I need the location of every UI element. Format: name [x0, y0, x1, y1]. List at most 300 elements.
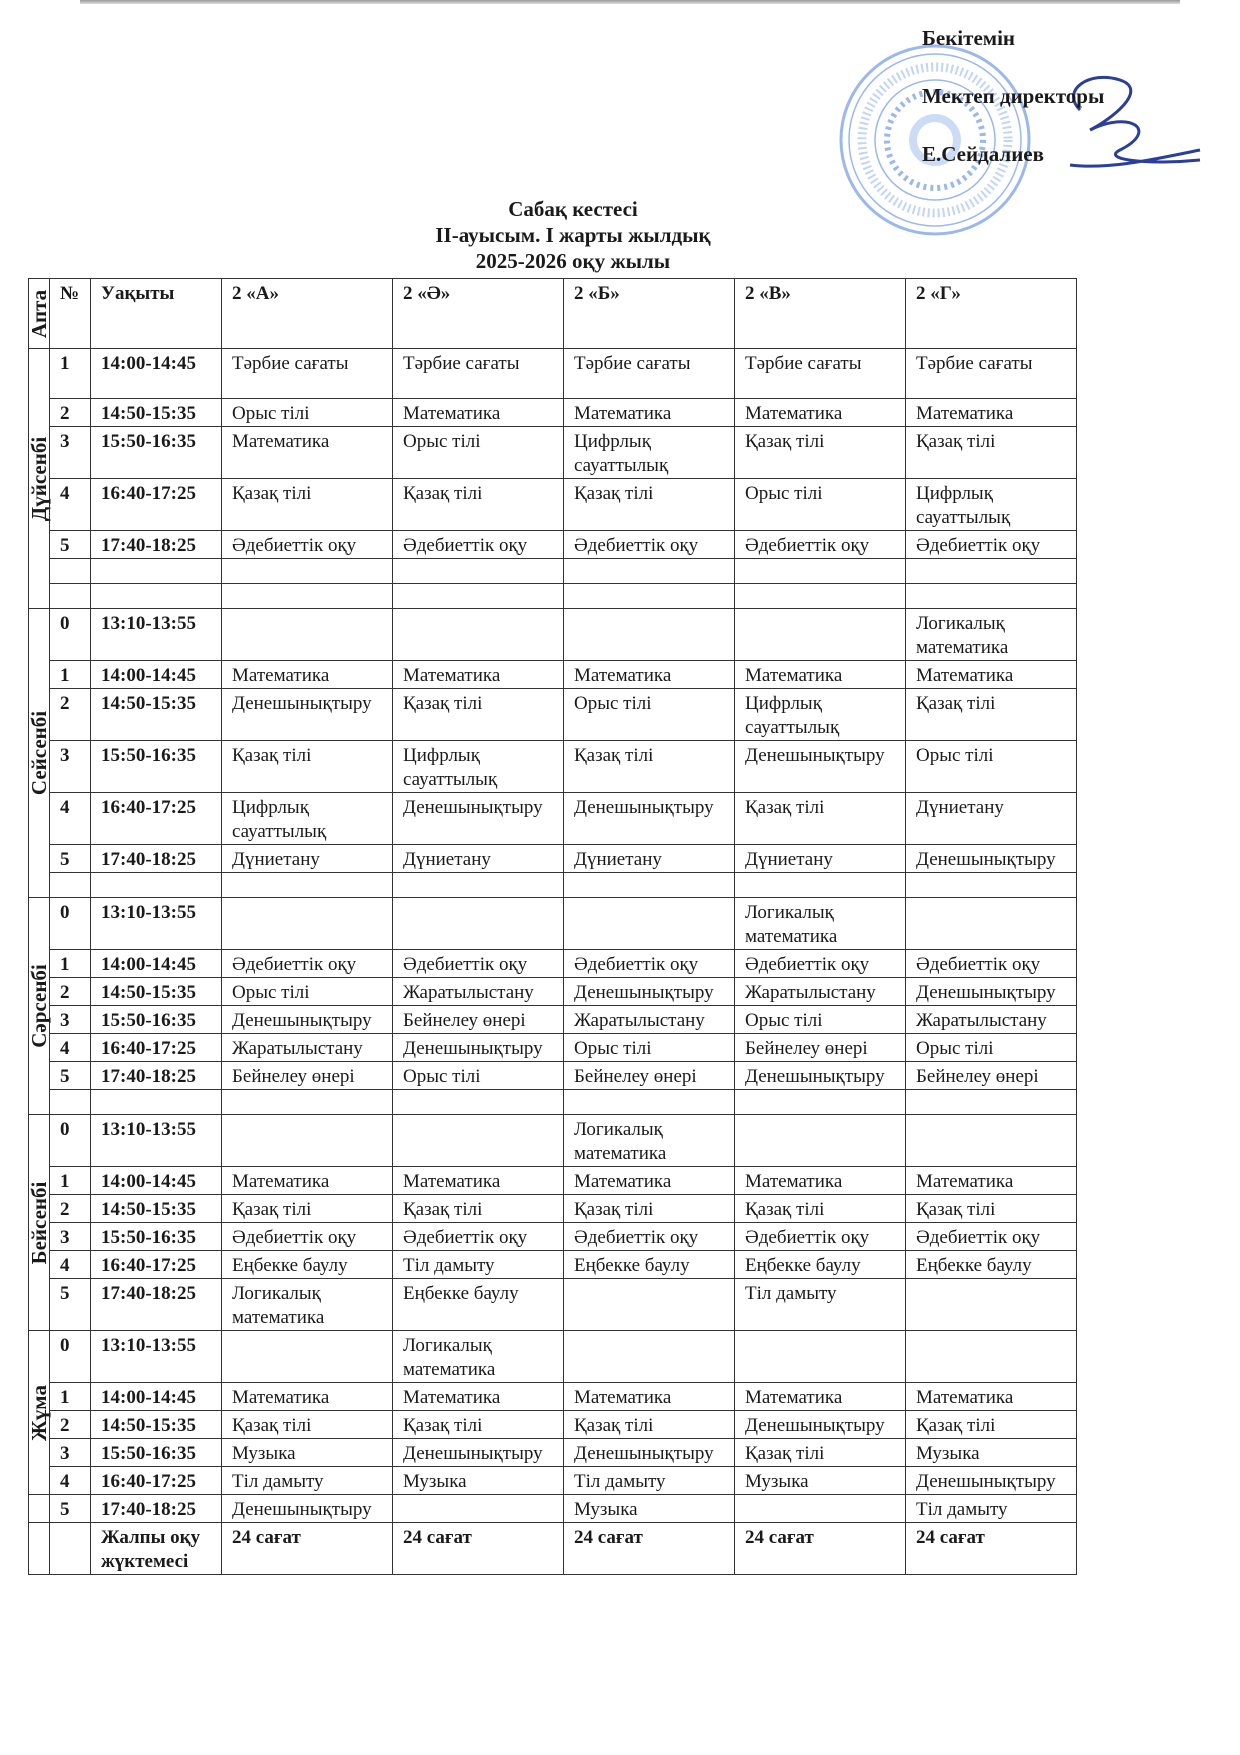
- subject-cell: Математика: [906, 1167, 1077, 1195]
- subject-cell: Бейнелеу өнері: [564, 1062, 735, 1090]
- subject-cell: Қазақ тілі: [222, 741, 393, 793]
- day-name: Жұма: [27, 1384, 51, 1441]
- table-row: [29, 1034, 1077, 1062]
- subject-cell: Денешынықтыру: [393, 1034, 564, 1062]
- lesson-number: 2: [50, 1411, 91, 1439]
- totals-empty: [50, 1523, 91, 1575]
- subject-cell: [393, 1495, 564, 1523]
- lesson-number: 3: [50, 1223, 91, 1251]
- lesson-number: 2: [50, 978, 91, 1006]
- subject-cell: [564, 873, 735, 898]
- table-row: [29, 609, 1077, 661]
- subject-cell: Бейнелеу өнері: [393, 1006, 564, 1034]
- subject-cell: [564, 898, 735, 950]
- subject-cell: Қазақ тілі: [393, 479, 564, 531]
- subject-cell: Әдебиеттік оқу: [564, 1223, 735, 1251]
- table-row: [29, 978, 1077, 1006]
- subject-cell: Орыс тілі: [393, 427, 564, 479]
- table-row: [29, 741, 1077, 793]
- lesson-time: 14:00-14:45: [91, 661, 222, 689]
- lesson-time: 16:40-17:25: [91, 1034, 222, 1062]
- subject-cell: Әдебиеттік оқу: [222, 531, 393, 559]
- schedule-table: [28, 278, 1077, 1575]
- subject-cell: Еңбекке баулу: [393, 1279, 564, 1331]
- subject-cell: [222, 873, 393, 898]
- subject-cell: Музыка: [393, 1467, 564, 1495]
- subject-cell: Орыс тілі: [222, 978, 393, 1006]
- lesson-time: 13:10-13:55: [91, 609, 222, 661]
- lesson-time: 14:50-15:35: [91, 978, 222, 1006]
- subject-cell: [564, 1090, 735, 1115]
- subject-cell: [393, 1090, 564, 1115]
- lesson-time: 15:50-16:35: [91, 427, 222, 479]
- subject-cell: [735, 609, 906, 661]
- header-col: 2 «Ә»: [393, 279, 564, 349]
- subject-cell: Жаратылыстану: [735, 978, 906, 1006]
- subject-cell: Еңбекке баулу: [735, 1251, 906, 1279]
- header-col: 2 «Г»: [906, 279, 1077, 349]
- subject-cell: Әдебиеттік оқу: [735, 950, 906, 978]
- table-row: [29, 349, 1077, 399]
- subject-cell: Логикалық математика: [222, 1279, 393, 1331]
- subject-cell: [564, 584, 735, 609]
- subject-cell: Математика: [564, 1383, 735, 1411]
- lesson-time: 15:50-16:35: [91, 1439, 222, 1467]
- subject-cell: Денешынықтыру: [222, 689, 393, 741]
- subject-cell: Әдебиеттік оқу: [564, 531, 735, 559]
- subject-cell: Әдебиеттік оқу: [906, 1223, 1077, 1251]
- subject-cell: Логикалық математика: [735, 898, 906, 950]
- day-cell: [29, 1495, 50, 1523]
- lesson-number: 4: [50, 1034, 91, 1062]
- day-name: Сейсенбі: [27, 710, 51, 796]
- subject-cell: Цифрлық сауаттылық: [735, 689, 906, 741]
- lesson-time: 17:40-18:25: [91, 1279, 222, 1331]
- totals-empty: [29, 1523, 50, 1575]
- subject-cell: Математика: [393, 1167, 564, 1195]
- lesson-number: 0: [50, 609, 91, 661]
- subject-cell: Әдебиеттік оқу: [564, 950, 735, 978]
- subject-cell: Музыка: [564, 1495, 735, 1523]
- table-row: [29, 1090, 1077, 1115]
- lesson-number: 0: [50, 898, 91, 950]
- lesson-time: 14:50-15:35: [91, 1195, 222, 1223]
- school-seal-stamp: [835, 40, 1035, 240]
- subject-cell: Қазақ тілі: [393, 689, 564, 741]
- day-cell: [29, 1115, 50, 1331]
- lesson-time: 14:00-14:45: [91, 1167, 222, 1195]
- lesson-time: 15:50-16:35: [91, 741, 222, 793]
- lesson-number: 4: [50, 1251, 91, 1279]
- lesson-time: 14:00-14:45: [91, 950, 222, 978]
- subject-cell: [564, 559, 735, 584]
- subject-cell: Логикалық математика: [906, 609, 1077, 661]
- subject-cell: [906, 559, 1077, 584]
- lesson-time: 14:50-15:35: [91, 399, 222, 427]
- lesson-number: 2: [50, 399, 91, 427]
- table-row: [29, 689, 1077, 741]
- title-line-3: 2025-2026 оқу жылы: [475, 249, 671, 273]
- subject-cell: Қазақ тілі: [906, 427, 1077, 479]
- subject-cell: Математика: [564, 661, 735, 689]
- subject-cell: Жаратылыстану: [393, 978, 564, 1006]
- lesson-time: [91, 873, 222, 898]
- subject-cell: Дүниетану: [735, 845, 906, 873]
- subject-cell: Цифрлық сауаттылық: [564, 427, 735, 479]
- subject-cell: Математика: [393, 399, 564, 427]
- lesson-number: 1: [50, 950, 91, 978]
- subject-cell: [735, 559, 906, 584]
- subject-cell: Музыка: [906, 1439, 1077, 1467]
- subject-cell: Әдебиеттік оқу: [393, 1223, 564, 1251]
- subject-cell: Денешынықтыру: [735, 1062, 906, 1090]
- totals-value: 24 сағат: [564, 1523, 735, 1575]
- subject-cell: [906, 584, 1077, 609]
- table-row: [29, 950, 1077, 978]
- subject-cell: Дүниетану: [906, 793, 1077, 845]
- subject-cell: [222, 1331, 393, 1383]
- day-cell: [29, 1331, 50, 1495]
- subject-cell: Денешынықтыру: [222, 1495, 393, 1523]
- lesson-number: [50, 1090, 91, 1115]
- lesson-number: 1: [50, 661, 91, 689]
- subject-cell: [735, 1115, 906, 1167]
- lesson-number: [50, 873, 91, 898]
- subject-cell: [222, 559, 393, 584]
- subject-cell: [222, 1115, 393, 1167]
- subject-cell: Математика: [906, 661, 1077, 689]
- subject-cell: Қазақ тілі: [906, 1195, 1077, 1223]
- lesson-number: 0: [50, 1115, 91, 1167]
- subject-cell: Математика: [564, 399, 735, 427]
- lesson-number: 5: [50, 1062, 91, 1090]
- subject-cell: Тәрбие сағаты: [222, 349, 393, 399]
- lesson-number: 4: [50, 1467, 91, 1495]
- subject-cell: Орыс тілі: [393, 1062, 564, 1090]
- lesson-number: 5: [50, 1495, 91, 1523]
- subject-cell: Жаратылыстану: [564, 1006, 735, 1034]
- subject-cell: Қазақ тілі: [564, 1195, 735, 1223]
- lesson-time: 13:10-13:55: [91, 1115, 222, 1167]
- table-row: [29, 1062, 1077, 1090]
- subject-cell: [222, 609, 393, 661]
- table-row: [29, 1411, 1077, 1439]
- table-row: [29, 1251, 1077, 1279]
- subject-cell: Еңбекке баулу: [906, 1251, 1077, 1279]
- subject-cell: Бейнелеу өнері: [222, 1062, 393, 1090]
- subject-cell: Денешынықтыру: [393, 1439, 564, 1467]
- subject-cell: Дүниетану: [564, 845, 735, 873]
- approval-label: Бекітемін: [922, 26, 1016, 50]
- lesson-time: 15:50-16:35: [91, 1006, 222, 1034]
- subject-cell: Әдебиеттік оқу: [393, 531, 564, 559]
- header-col: 2 «В»: [735, 279, 906, 349]
- lesson-number: 2: [50, 689, 91, 741]
- subject-cell: Тіл дамыту: [735, 1279, 906, 1331]
- lesson-number: 3: [50, 427, 91, 479]
- subject-cell: [222, 584, 393, 609]
- subject-cell: [393, 609, 564, 661]
- subject-cell: Тіл дамыту: [222, 1467, 393, 1495]
- subject-cell: [735, 584, 906, 609]
- subject-cell: [222, 898, 393, 950]
- lesson-number: 2: [50, 1195, 91, 1223]
- table-row: [29, 1279, 1077, 1331]
- subject-cell: [735, 1331, 906, 1383]
- lesson-time: 16:40-17:25: [91, 1467, 222, 1495]
- lesson-time: 14:50-15:35: [91, 1411, 222, 1439]
- lesson-time: 14:00-14:45: [91, 349, 222, 399]
- day-name: Сәрсенбі: [27, 964, 51, 1048]
- subject-cell: Жаратылыстану: [222, 1034, 393, 1062]
- header-col: Уақыты: [91, 279, 222, 349]
- subject-cell: Математика: [906, 1383, 1077, 1411]
- subject-cell: Орыс тілі: [564, 1034, 735, 1062]
- subject-cell: Жаратылыстану: [906, 1006, 1077, 1034]
- table-row: [29, 1495, 1077, 1523]
- table-row: [29, 1439, 1077, 1467]
- subject-cell: Қазақ тілі: [564, 479, 735, 531]
- lesson-number: 5: [50, 845, 91, 873]
- table-row: [29, 661, 1077, 689]
- table-row: [29, 399, 1077, 427]
- day-name: Бейсенбі: [27, 1181, 51, 1264]
- subject-cell: Орыс тілі: [735, 1006, 906, 1034]
- subject-cell: Тәрбие сағаты: [393, 349, 564, 399]
- subject-cell: Математика: [393, 661, 564, 689]
- lesson-time: 14:50-15:35: [91, 689, 222, 741]
- day-cell: [29, 609, 50, 898]
- document-title: [373, 196, 773, 274]
- subject-cell: Математика: [735, 1167, 906, 1195]
- table-row: [29, 1006, 1077, 1034]
- subject-cell: Қазақ тілі: [735, 1195, 906, 1223]
- subject-cell: Әдебиеттік оқу: [222, 1223, 393, 1251]
- lesson-time: [91, 559, 222, 584]
- subject-cell: Математика: [222, 427, 393, 479]
- table-row: [29, 531, 1077, 559]
- table-row: [29, 1467, 1077, 1495]
- lesson-time: 17:40-18:25: [91, 531, 222, 559]
- subject-cell: [906, 1115, 1077, 1167]
- totals-value: 24 сағат: [393, 1523, 564, 1575]
- day-name: Дүйсенбі: [27, 436, 51, 521]
- subject-cell: Тәрбие сағаты: [735, 349, 906, 399]
- subject-cell: Логикалық математика: [393, 1331, 564, 1383]
- table-row: [29, 1223, 1077, 1251]
- subject-cell: Қазақ тілі: [564, 741, 735, 793]
- subject-cell: [906, 873, 1077, 898]
- subject-cell: Әдебиеттік оқу: [735, 1223, 906, 1251]
- lesson-time: 16:40-17:25: [91, 793, 222, 845]
- subject-cell: Тәрбие сағаты: [564, 349, 735, 399]
- subject-cell: Математика: [393, 1383, 564, 1411]
- table-row: [29, 1167, 1077, 1195]
- title-line-1: Сабақ кестесі: [508, 197, 638, 221]
- lesson-time: [91, 1090, 222, 1115]
- subject-cell: Математика: [735, 661, 906, 689]
- subject-cell: Қазақ тілі: [222, 1411, 393, 1439]
- subject-cell: Денешынықтыру: [906, 1467, 1077, 1495]
- subject-cell: Логикалық математика: [564, 1115, 735, 1167]
- lesson-time: 13:10-13:55: [91, 898, 222, 950]
- header-col: №: [50, 279, 91, 349]
- day-cell: [29, 349, 50, 609]
- subject-cell: Қазақ тілі: [222, 1195, 393, 1223]
- subject-cell: [393, 584, 564, 609]
- lesson-time: [91, 584, 222, 609]
- lesson-time: 15:50-16:35: [91, 1223, 222, 1251]
- header-col: 2 «Б»: [564, 279, 735, 349]
- subject-cell: [735, 1495, 906, 1523]
- lesson-number: [50, 584, 91, 609]
- subject-cell: Қазақ тілі: [735, 793, 906, 845]
- subject-cell: Математика: [222, 1167, 393, 1195]
- director-title: Мектеп директоры: [922, 84, 1105, 108]
- lesson-number: 3: [50, 1006, 91, 1034]
- subject-cell: Дүниетану: [222, 845, 393, 873]
- subject-cell: Цифрлық сауаттылық: [222, 793, 393, 845]
- lesson-time: 16:40-17:25: [91, 479, 222, 531]
- subject-cell: [222, 1090, 393, 1115]
- subject-cell: Денешынықтыру: [906, 978, 1077, 1006]
- header-week: [29, 279, 50, 349]
- subject-cell: Қазақ тілі: [906, 689, 1077, 741]
- table-row: [29, 793, 1077, 845]
- table-row: [29, 479, 1077, 531]
- subject-cell: Орыс тілі: [222, 399, 393, 427]
- subject-cell: [564, 1331, 735, 1383]
- subject-cell: Дүниетану: [393, 845, 564, 873]
- lesson-number: 4: [50, 479, 91, 531]
- subject-cell: [906, 1279, 1077, 1331]
- subject-cell: [393, 559, 564, 584]
- header-row: [29, 279, 1077, 349]
- subject-cell: Математика: [735, 1383, 906, 1411]
- subject-cell: Денешынықтыру: [564, 1439, 735, 1467]
- lesson-time: 14:00-14:45: [91, 1383, 222, 1411]
- lesson-number: 5: [50, 1279, 91, 1331]
- subject-cell: Музыка: [735, 1467, 906, 1495]
- lesson-time: 17:40-18:25: [91, 1062, 222, 1090]
- table-row: [29, 427, 1077, 479]
- subject-cell: [393, 873, 564, 898]
- subject-cell: Орыс тілі: [906, 741, 1077, 793]
- subject-cell: Әдебиеттік оқу: [222, 950, 393, 978]
- subject-cell: Музыка: [222, 1439, 393, 1467]
- subject-cell: Математика: [906, 399, 1077, 427]
- totals-value: 24 сағат: [906, 1523, 1077, 1575]
- subject-cell: Математика: [564, 1167, 735, 1195]
- subject-cell: Тәрбие сағаты: [906, 349, 1077, 399]
- subject-cell: Бейнелеу өнері: [906, 1062, 1077, 1090]
- subject-cell: [393, 898, 564, 950]
- subject-cell: Әдебиеттік оқу: [906, 531, 1077, 559]
- table-row: [29, 1115, 1077, 1167]
- subject-cell: Орыс тілі: [906, 1034, 1077, 1062]
- subject-cell: Цифрлық сауаттылық: [906, 479, 1077, 531]
- subject-cell: Қазақ тілі: [393, 1411, 564, 1439]
- subject-cell: Денешынықтыру: [564, 978, 735, 1006]
- lesson-number: [50, 559, 91, 584]
- subject-cell: Қазақ тілі: [222, 479, 393, 531]
- subject-cell: Қазақ тілі: [906, 1411, 1077, 1439]
- table-row: [29, 873, 1077, 898]
- totals-value: 24 сағат: [735, 1523, 906, 1575]
- totals-value: 24 сағат: [222, 1523, 393, 1575]
- lesson-number: 1: [50, 349, 91, 399]
- subject-cell: Әдебиеттік оқу: [906, 950, 1077, 978]
- subject-cell: Математика: [222, 661, 393, 689]
- scan-edge: [80, 0, 1180, 4]
- subject-cell: Қазақ тілі: [393, 1195, 564, 1223]
- subject-cell: Цифрлық сауаттылық: [393, 741, 564, 793]
- lesson-time: 17:40-18:25: [91, 1495, 222, 1523]
- lesson-number: 5: [50, 531, 91, 559]
- lesson-time: 16:40-17:25: [91, 1251, 222, 1279]
- lesson-number: 1: [50, 1383, 91, 1411]
- subject-cell: Әдебиеттік оқу: [735, 531, 906, 559]
- subject-cell: Математика: [222, 1383, 393, 1411]
- table-row: [29, 898, 1077, 950]
- subject-cell: [735, 873, 906, 898]
- subject-cell: [393, 1115, 564, 1167]
- lesson-number: 3: [50, 741, 91, 793]
- subject-cell: Қазақ тілі: [735, 1439, 906, 1467]
- subject-cell: Денешынықтыру: [393, 793, 564, 845]
- subject-cell: Денешынықтыру: [564, 793, 735, 845]
- lesson-number: 1: [50, 1167, 91, 1195]
- subject-cell: [564, 1279, 735, 1331]
- subject-cell: Еңбекке баулу: [222, 1251, 393, 1279]
- subject-cell: Әдебиеттік оқу: [393, 950, 564, 978]
- subject-cell: Тіл дамыту: [564, 1467, 735, 1495]
- subject-cell: Орыс тілі: [735, 479, 906, 531]
- subject-cell: Тіл дамыту: [393, 1251, 564, 1279]
- table-row: [29, 584, 1077, 609]
- subject-cell: Еңбекке баулу: [564, 1251, 735, 1279]
- header-col: 2 «А»: [222, 279, 393, 349]
- header-week-label: Апта: [27, 289, 51, 338]
- subject-cell: Тіл дамыту: [906, 1495, 1077, 1523]
- table-row: [29, 845, 1077, 873]
- subject-cell: [906, 898, 1077, 950]
- totals-label: Жалпы оқу жүктемесі: [91, 1523, 222, 1575]
- table-row: [29, 1331, 1077, 1383]
- lesson-number: 3: [50, 1439, 91, 1467]
- lesson-number: 0: [50, 1331, 91, 1383]
- subject-cell: Денешынықтыру: [735, 741, 906, 793]
- subject-cell: [906, 1090, 1077, 1115]
- subject-cell: Математика: [735, 399, 906, 427]
- subject-cell: Денешынықтыру: [906, 845, 1077, 873]
- subject-cell: Бейнелеу өнері: [735, 1034, 906, 1062]
- lesson-time: 17:40-18:25: [91, 845, 222, 873]
- title-line-2: II-ауысым. I жарты жылдық: [435, 223, 711, 247]
- subject-cell: Денешынықтыру: [222, 1006, 393, 1034]
- table-row: [29, 1383, 1077, 1411]
- table-row: [29, 1195, 1077, 1223]
- table-row: [29, 559, 1077, 584]
- subject-cell: [564, 609, 735, 661]
- subject-cell: Қазақ тілі: [735, 427, 906, 479]
- subject-cell: [906, 1331, 1077, 1383]
- subject-cell: [735, 1090, 906, 1115]
- totals-row: [29, 1523, 1077, 1575]
- director-name: Е.Сейдалиев: [922, 142, 1044, 166]
- day-cell: [29, 898, 50, 1115]
- subject-cell: Денешынықтыру: [735, 1411, 906, 1439]
